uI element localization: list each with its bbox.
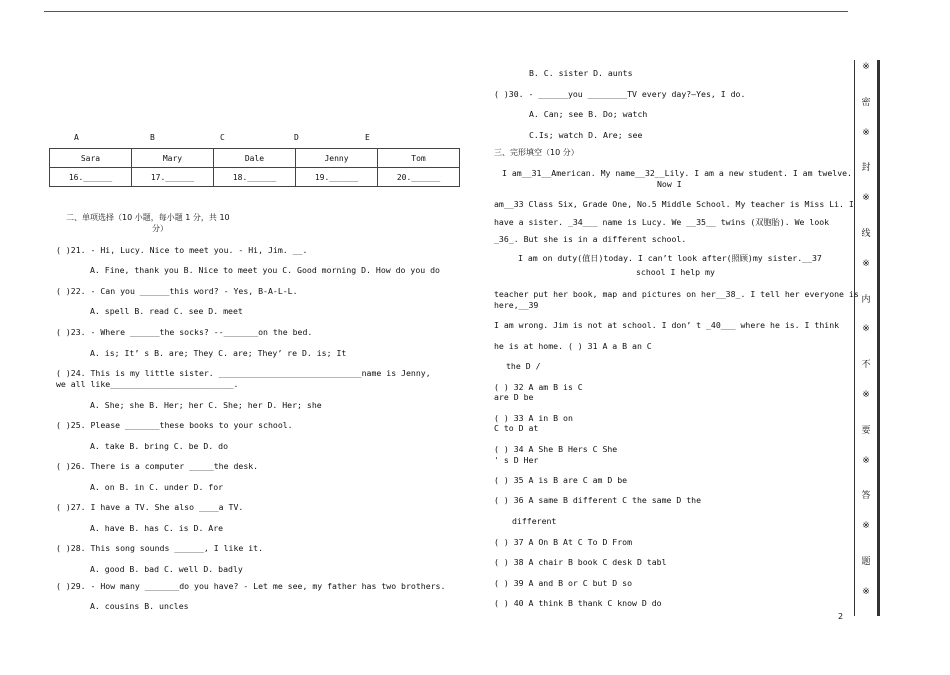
- options-line: A. spell B. read C. see D. meet: [90, 306, 243, 316]
- seal-char: 答: [861, 491, 871, 502]
- seal-char: 题: [861, 557, 871, 567]
- seal-char: 封: [861, 163, 871, 174]
- question-line: ( )29. - How many _______do you have? - Let me see, my father has two brothers.: [56, 581, 446, 591]
- cloze-question-cont: C to D at: [494, 423, 539, 433]
- question-line: ( )27. I have a TV. She also ____a TV.: [56, 502, 244, 512]
- column-letter-b: B: [150, 133, 155, 142]
- passage-line: school I help my: [636, 267, 715, 277]
- cloze-question-cont: the D /: [506, 361, 541, 371]
- seal-char: 内: [861, 294, 871, 305]
- seal-line-sidebar: [854, 60, 879, 616]
- options-line: A. good B. bad C. well D. badly: [90, 564, 243, 574]
- passage-line: here,__39: [494, 300, 539, 310]
- question-line: ( )22. - Can you ______this word? - Yes, B-A-L-L.: [56, 286, 298, 296]
- question-line: ( )26. There is a computer _____the desk.: [56, 461, 259, 471]
- answer-blank[interactable]: 19.______: [296, 168, 378, 187]
- cloze-question: ( ) 39 A and B or C but D so: [494, 578, 633, 588]
- passage-line: I am wrong. Jim is not at school. I don’ t _40___ where he is. I think: [494, 320, 840, 330]
- cloze-question: ( ) 32 A am B is C: [494, 382, 583, 392]
- cloze-question: ( ) 37 A On B At C To D From: [494, 537, 633, 547]
- seal-mark: ※: [862, 324, 870, 335]
- question-line: ( )21. - Hi, Lucy. Nice to meet you. - Hi, Jim. __.: [56, 245, 308, 255]
- passage-line: am__33 Class Six, Grade One, No.5 Middle School. My teacher is Miss Li. I: [494, 199, 854, 209]
- options-line: A. on B. in C. under D. for: [90, 482, 224, 492]
- answer-blank[interactable]: 17.______: [132, 168, 214, 187]
- section-title-cont: 分）: [152, 224, 168, 233]
- question-line: ( )23. - Where ______the socks? --_______on the bed.: [56, 327, 313, 337]
- seal-mark: ※: [862, 258, 870, 269]
- seal-mark: ※: [862, 193, 870, 204]
- passage-line: teacher put her book, map and pictures on her__38_. I tell her everyone is: [494, 289, 859, 299]
- answer-blank[interactable]: 20.______: [378, 168, 460, 187]
- seal-mark: ※: [862, 390, 870, 400]
- seal-mark: ※: [862, 586, 870, 597]
- cloze-question: ( ) 33 A in B on: [494, 413, 573, 423]
- cloze-question: ( ) 34 A She B Hers C She: [494, 444, 618, 454]
- seal-mark: ※: [862, 455, 870, 466]
- options-line: A. is; It’ s B. are; They C. are; They’ re D. is; It: [90, 348, 347, 358]
- table-row: [50, 168, 460, 187]
- seal-char: 线: [861, 229, 871, 239]
- passage-line: I am__31__American. My name__32__Lily. I am a new student. I am twelve.: [502, 168, 852, 178]
- cloze-question-cont: ' s D Her: [494, 455, 539, 465]
- cloze-question: ( ) 36 A same B different C the same D the: [494, 495, 702, 505]
- matching-table: [49, 148, 460, 187]
- passage-line: _36_. But she is in a different school.: [494, 234, 687, 244]
- options-line: A. have B. has C. is D. Are: [90, 523, 224, 533]
- answer-blank[interactable]: 18.______: [214, 168, 296, 187]
- cloze-question: ( ) 38 A chair B book C desk D tabl: [494, 557, 667, 567]
- passage-line: Now I: [657, 179, 682, 189]
- table-row: [50, 149, 460, 168]
- table-cell: Dale: [214, 149, 296, 168]
- table-cell: Tom: [378, 149, 460, 168]
- column-letter-c: C: [220, 133, 225, 142]
- question-line: ( )30. - ______you ________TV every day?—Yes, I do.: [494, 89, 746, 99]
- options-line: A. cousins B. uncles: [90, 601, 189, 611]
- seal-char: 不: [861, 360, 871, 371]
- options-line: A. take B. bring C. be D. do: [90, 441, 229, 451]
- table-cell: Sara: [50, 149, 132, 168]
- passage-line: I am on duty(值日)today. I can’t look after(照顾)my sister.__37: [518, 253, 822, 263]
- seal-char: 要: [861, 425, 871, 436]
- column-letter-d: D: [294, 133, 299, 142]
- cloze-question-cont: are D be: [494, 392, 534, 402]
- seal-mark: ※: [862, 521, 870, 532]
- top-rule: [44, 11, 848, 12]
- table-cell: Jenny: [296, 149, 378, 168]
- seal-mark: ※: [862, 62, 870, 72]
- options-line: A. Fine, thank you B. Nice to meet you C. Good morning D. How do you do: [90, 265, 440, 275]
- passage-line: have a sister. _34___ name is Lucy. We __35__ twins (双胞胎). We look: [494, 217, 830, 227]
- question-line: ( )28. This song sounds ______, I like it.: [56, 543, 264, 553]
- column-letter-a: A: [74, 133, 79, 142]
- column-letter-e: E: [365, 133, 370, 142]
- answer-blank[interactable]: 16.______: [50, 168, 132, 187]
- seal-char: 密: [861, 97, 871, 108]
- seal-line-border: [879, 60, 880, 616]
- question-line: ( )24. This is my little sister. _____________________________name is Jenny,: [56, 368, 431, 378]
- page-number: 2: [838, 612, 844, 621]
- section-title-cloze: 三、完形填空（10 分）: [494, 148, 579, 157]
- cloze-question: he is at home. ( ) 31 A a B an C: [494, 341, 652, 351]
- options-line: C.Is; watch D. Are; see: [529, 130, 643, 140]
- options-line: B. C. sister D. aunts: [529, 68, 633, 78]
- question-line: ( )25. Please _______these books to your school.: [56, 420, 293, 430]
- section-title-single-choice: 二、单项选择（10 小题，每小题 1 分，共 10: [66, 213, 230, 222]
- table-cell: Mary: [132, 149, 214, 168]
- cloze-question: ( ) 40 A think B thank C know D do: [494, 598, 662, 608]
- cloze-question-cont: different: [512, 516, 557, 526]
- seal-mark: ※: [862, 127, 870, 138]
- options-line: A. Can; see B. Do; watch: [529, 109, 648, 119]
- options-line: A. She; she B. Her; her C. She; her D. Her; she: [90, 400, 322, 410]
- question-line-cont: we all like_________________________.: [56, 379, 239, 389]
- cloze-question: ( ) 35 A is B are C am D be: [494, 475, 628, 485]
